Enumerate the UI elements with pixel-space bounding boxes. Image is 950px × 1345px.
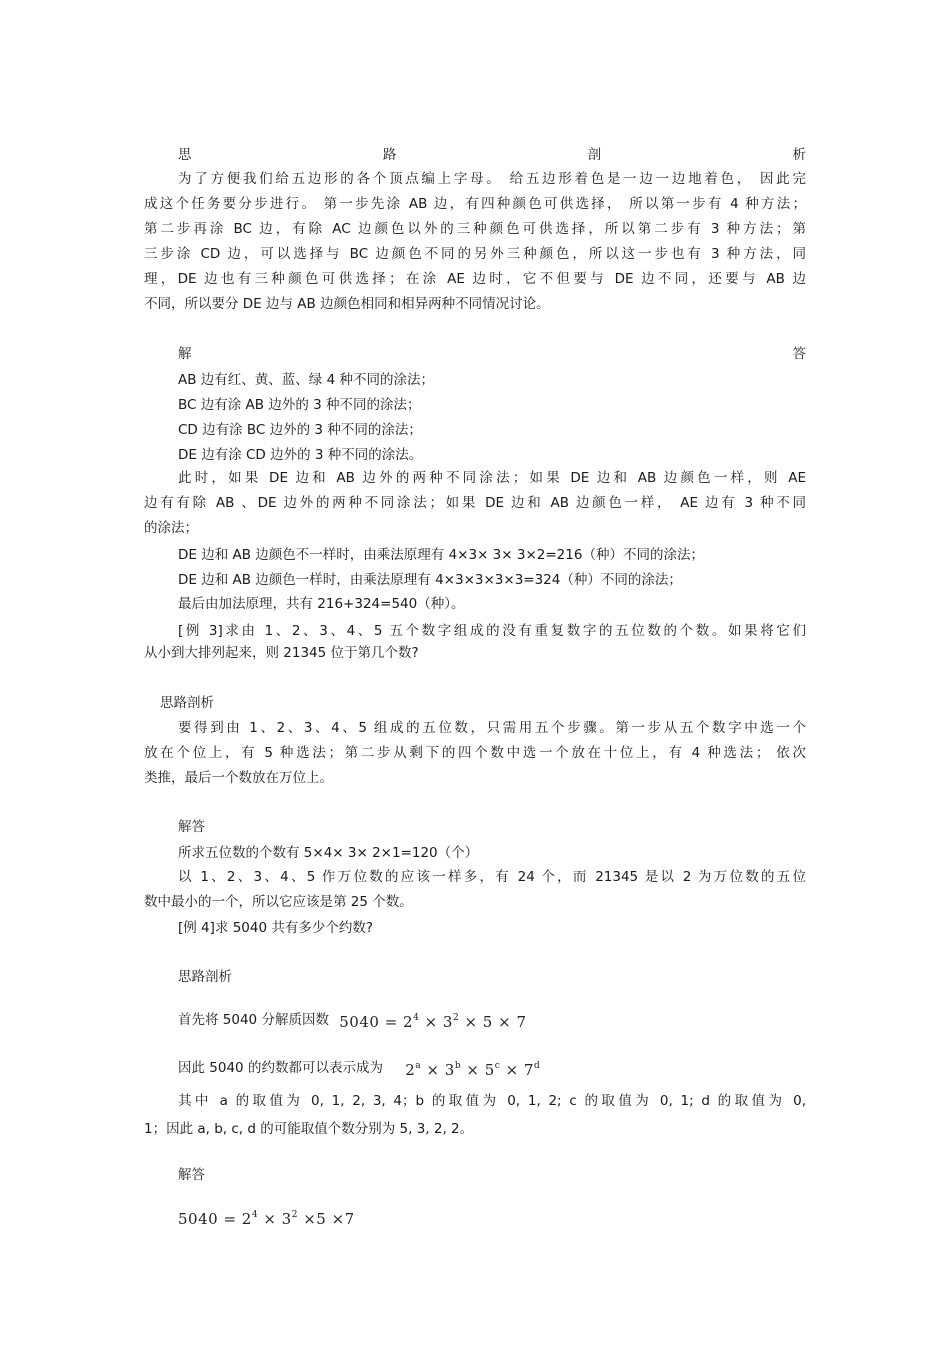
divisor-form-formula-image: $2^a \times 3^b \times 5^c \times 7^d$	[405, 1061, 541, 1079]
example-3-line: [例 3]求由 1、2、3、4、5 五个数字组成的没有重复数字的五位数的个数。如果将它们	[178, 623, 806, 639]
paragraph-line: 放在个位上，有 5 种选法；第二步从剩下的四个数中选一个放在十位上，有 4 种选法； 依次	[144, 745, 806, 761]
paragraph-line: DE 边和 AB 边颜色不一样时，由乘法原理有 4×3× 3× 3×2=216（种）不同的涂法；	[178, 547, 704, 563]
heading-thinking-3: 思路剖析	[178, 969, 232, 985]
answer-line: CD 边有涂 BC 边外的 3 种不同的涂法；	[178, 422, 422, 438]
paragraph-line: 类推，最后一个数放在万位上。	[144, 770, 333, 786]
paragraph-line: DE 边和 AB 边颜色一样时，由乘法原理有 4×3×3×3×3=324（种）不同的涂法；	[178, 572, 682, 588]
divisor-form-label: 因此 5040 的约数都可以表示成为	[178, 1060, 383, 1076]
answer-line: 所求五位数的个数有 5×4× 3× 2×1=120（个）	[178, 845, 479, 861]
heading-thinking-2: 思路剖析	[160, 695, 214, 711]
paragraph-line: 1；因此 a, b, c, d 的可能取值个数分别为 5, 3, 2, 2。	[144, 1121, 474, 1137]
paragraph-line: 为了方便我们给五边形的各个顶点编上字母。 给五边形着色是一边一边地着色， 因此完	[178, 171, 806, 187]
paragraph-line: 理，DE 边也有三种颜色可供选择；在涂 AE 边时，它不但要与 DE 边不同，还要与 AB 边	[144, 271, 806, 287]
paragraph-line: 成这个任务要分步进行。 第一步先涂 AB 边，有四种颜色可供选择， 所以第一步有 4 种方法；	[144, 196, 806, 212]
example-3-line: 从小到大排列起来，则 21345 位于第几个数?	[144, 645, 419, 661]
paragraph-line: 以 1、2、3、4、5 作万位数的应该一样多，有 24 个，而 21345 是以 2 为万位数的五位	[178, 869, 806, 885]
paragraph-line: 此时，如果 DE 边和 AB 边外的两种不同涂法；如果 DE 边和 AB 边颜色一样，则 AE	[178, 470, 806, 486]
factorization-label: 首先将 5040 分解质因数	[178, 1012, 329, 1028]
heading-answer-3: 解答	[178, 1167, 205, 1183]
example-4-line: [例 4]求 5040 共有多少个约数?	[178, 920, 374, 936]
paragraph-line: 三步涂 CD 边，可以选择与 BC 边颜色不同的另外三种颜色，所以这一步也有 3 种方法，同	[144, 246, 806, 262]
answer-line: DE 边有涂 CD 边外的 3 种不同的涂法。	[178, 447, 423, 463]
paragraph-line: 第二步再涂 BC 边，有除 AC 边颜色以外的三种颜色可供选择，所以第二步有 3 种方法；第	[144, 221, 806, 237]
paragraph-line: 边有有除 AB 、DE 边外的两种不同涂法；如果 DE 边和 AB 边颜色一样， AE 边有 3 种不同	[144, 495, 806, 511]
paragraph-line: 的涂法；	[144, 520, 198, 536]
final-formula-line	[178, 1205, 806, 1229]
paragraph-line: 最后由加法原理，共有 216+324=540（种）。	[178, 596, 465, 612]
answer-line: BC 边有涂 AB 边外的 3 种不同的涂法；	[178, 397, 421, 413]
final-factorization-formula-image: $5040 = 2^4 \times 3^2 \times 5 \times 7$	[178, 1210, 355, 1228]
answer-line: AB 边有红、黄、蓝、绿 4 种不同的涂法；	[178, 372, 434, 388]
heading-answer-2: 解答	[178, 819, 205, 835]
heading-answer-1: 解答	[178, 346, 806, 362]
prime-factorization-formula-image: $5040 = 2^4 \times 3^2 \times 5 \times 7$	[339, 1013, 527, 1031]
paragraph-line: 不同，所以要分 DE 边与 AB 边颜色相同和相异两种不同情况讨论。	[144, 296, 550, 312]
paragraph-line: 要得到由 1、2、3、4、5 组成的五位数，只需用五个步骤。第一步从五个数字中选一个	[178, 720, 806, 736]
paragraph-line: 数中最小的一个，所以它应该是第 25 个数。	[144, 894, 413, 910]
heading-thinking-1: 思路剖析	[178, 147, 806, 163]
factorization-line	[178, 1008, 806, 1032]
divisor-form-line	[178, 1056, 806, 1080]
paragraph-line: 其中 a 的取值为 0, 1, 2, 3, 4；b 的取值为 0, 1, 2; c 的取值为 0, 1; d 的取值为 0,	[178, 1093, 806, 1109]
